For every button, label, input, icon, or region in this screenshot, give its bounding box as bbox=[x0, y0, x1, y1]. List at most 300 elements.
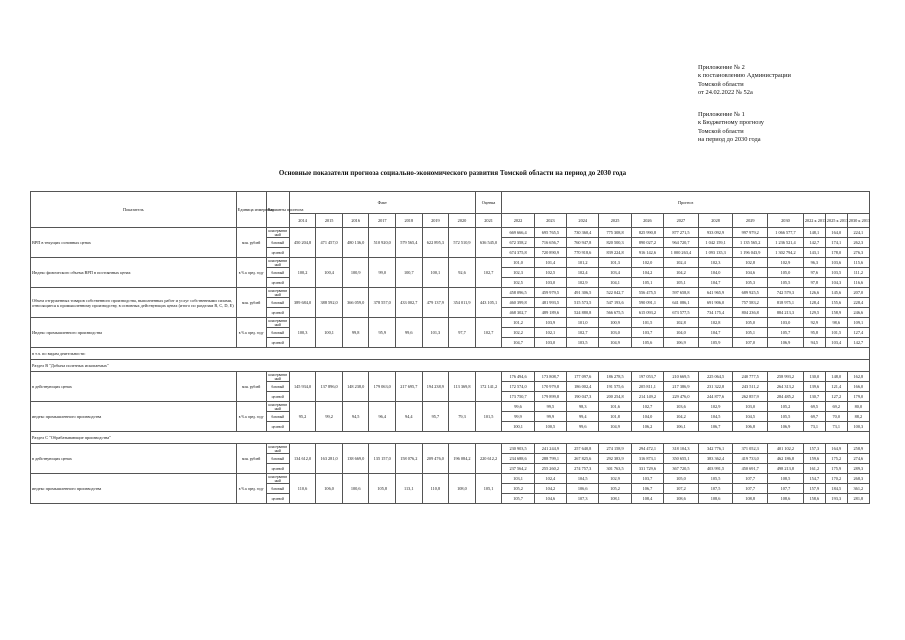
forecast-value-cell: 240 777,5 bbox=[733, 372, 768, 382]
fact-value-cell: 113 369,8 bbox=[449, 372, 476, 402]
forecast-value-cell: 102,4 bbox=[534, 474, 566, 484]
forecast-value-cell: 88,2 bbox=[847, 412, 869, 422]
variant-cell: целевой bbox=[266, 338, 289, 348]
forecast-value-cell: 102,0 bbox=[631, 258, 663, 268]
forecast-value-cell: 127,2 bbox=[825, 392, 847, 402]
variant-cell: базовый bbox=[266, 484, 289, 494]
forecast-value-cell: 100,3 bbox=[847, 422, 869, 432]
indicator-cell: Индекс физического объема ВРП в постоянных ценах bbox=[31, 258, 237, 288]
forecast-value-cell: 105,0 bbox=[664, 474, 699, 484]
forecast-value-cell: 103,6 bbox=[825, 258, 847, 268]
forecast-value-cell: 97,6 bbox=[803, 268, 825, 278]
forecast-value-cell: 102,7 bbox=[567, 328, 599, 338]
forecast-value-cell: 672 358,2 bbox=[502, 238, 534, 248]
forecast-value-cell: 106,6 bbox=[567, 484, 599, 494]
forecast-value-cell: 159,6 bbox=[803, 454, 825, 464]
variant-cell: базовый bbox=[266, 454, 289, 464]
variant-cell: целевой bbox=[266, 422, 289, 432]
year-header: 2023 bbox=[534, 214, 566, 228]
fact-value-cell: 95,9 bbox=[369, 318, 396, 348]
fact-value-cell: 354 011,9 bbox=[449, 288, 476, 318]
original-header bbox=[698, 111, 764, 144]
forecast-value-cell: 108,6 bbox=[698, 494, 733, 504]
forecast-value-cell: 105,2 bbox=[768, 402, 804, 412]
forecast-value-cell: 491 306,5 bbox=[567, 288, 599, 298]
original-header-line: к Бюджетному прогнозу bbox=[698, 119, 764, 127]
year-header: 2030 bbox=[768, 214, 804, 228]
variant-cell: базовый bbox=[266, 412, 289, 422]
forecast-value-cell: 145,6 bbox=[825, 288, 847, 298]
fact-value-cell: 99,0 bbox=[369, 258, 396, 288]
forecast-value-cell: 284 485,2 bbox=[768, 392, 804, 402]
forecast-value-cell: 839 224,8 bbox=[599, 248, 631, 258]
fact-value-cell: 100,1 bbox=[316, 318, 343, 348]
forecast-value-cell: 178,0 bbox=[825, 248, 847, 258]
attachment-header-line: от 24.02.2022 № 52а bbox=[698, 88, 753, 96]
variant-cell: консерватив ный bbox=[266, 444, 289, 454]
variant-cell: консерватив ный bbox=[266, 474, 289, 484]
forecast-value-cell: 73,1 bbox=[825, 422, 847, 432]
forecast-value-cell: 258 993,2 bbox=[768, 372, 804, 382]
forecast-value-cell: 174,1 bbox=[825, 238, 847, 248]
forecast-value-cell: 107,7 bbox=[733, 484, 768, 494]
forecast-value-cell: 107,7 bbox=[768, 484, 804, 494]
forecast-value-cell: 104,7 bbox=[698, 278, 733, 288]
forecast-value-cell: 288 799,1 bbox=[534, 454, 566, 464]
forecast-value-cell: 99,5 bbox=[534, 402, 566, 412]
forecast-value-cell: 154,7 bbox=[803, 474, 825, 484]
fact-value-cell: 95,7 bbox=[422, 402, 449, 432]
forecast-value-cell: 102,1 bbox=[534, 328, 566, 338]
forecast-value-cell: 106,9 bbox=[664, 338, 699, 348]
forecast-value-cell: 95,8 bbox=[803, 328, 825, 338]
forecast-value-cell: 104,3 bbox=[825, 278, 847, 288]
variant-cell: целевой bbox=[266, 464, 289, 474]
forecast-value-cell: 101,6 bbox=[599, 402, 631, 412]
forecast-value-cell: 524 880,8 bbox=[567, 308, 599, 318]
forecast-value-cell: 101,3 bbox=[599, 258, 631, 268]
fact-value-cell: 480 136,0 bbox=[342, 228, 369, 258]
forecast-value-cell: 102,8 bbox=[698, 318, 733, 328]
forecast-value-cell: 101,8 bbox=[599, 412, 631, 422]
fact-value-cell: 194 238,9 bbox=[422, 372, 449, 402]
fact-value-cell: 110,6 bbox=[289, 474, 316, 504]
forecast-value-cell: 186 278,5 bbox=[599, 372, 631, 382]
variant-cell: консерватив ный bbox=[266, 288, 289, 298]
forecast-value-cell: 597 658,8 bbox=[664, 288, 699, 298]
fact-value-cell: 100,9 bbox=[342, 258, 369, 288]
forecast-value-cell: 105,1 bbox=[631, 278, 663, 288]
forecast-value-cell: 566 675,5 bbox=[599, 308, 631, 318]
forecast-value-cell: 104,0 bbox=[664, 328, 699, 338]
forecast-value-cell: 103,5 bbox=[567, 338, 599, 348]
forecast-value-cell: 103,1 bbox=[502, 474, 534, 484]
variant-cell: целевой bbox=[266, 308, 289, 318]
forecast-value-cell: 105,7 bbox=[768, 328, 804, 338]
forecast-value-cell: 255 260,2 bbox=[534, 464, 566, 474]
forecast-value-cell: 716 656,7 bbox=[534, 238, 566, 248]
forecast-value-cell: 102,9 bbox=[698, 402, 733, 412]
forecast-value-cell: 170,2 bbox=[825, 474, 847, 484]
forecast-value-cell: 210 669,5 bbox=[664, 372, 699, 382]
fact-value-cell: 99,2 bbox=[316, 402, 343, 432]
forecast-value-cell: 101,4 bbox=[534, 258, 566, 268]
attachment-header bbox=[698, 64, 791, 97]
forecast-value-cell: 99,9 bbox=[502, 412, 534, 422]
forecast-value-cell: 103,9 bbox=[534, 318, 566, 328]
forecast-value-cell: 383 362,4 bbox=[698, 454, 733, 464]
forecast-value-cell: 109,1 bbox=[847, 318, 869, 328]
forecast-value-cell: 101,0 bbox=[502, 258, 534, 268]
forecast-value-cell: 207,0 bbox=[847, 288, 869, 298]
forecast-value-cell: 105,6 bbox=[631, 338, 663, 348]
forecast-value-cell: 121,4 bbox=[825, 382, 847, 392]
unit-cell: в % к пред. году bbox=[236, 318, 266, 348]
forecast-value-cell: 695 765,5 bbox=[534, 228, 566, 238]
table-row bbox=[31, 474, 870, 484]
forecast-value-cell: 1 000 263,4 bbox=[664, 248, 699, 258]
fact-value-cell: 100,4 bbox=[316, 258, 343, 288]
unit-cell: в % к пред. году bbox=[236, 402, 266, 432]
fact-value-cell: 94,5 bbox=[342, 402, 369, 432]
year-header: 2028 bbox=[698, 214, 733, 228]
forecast-value-cell: 489 189,6 bbox=[534, 308, 566, 318]
forecast-value-cell: 804 236,8 bbox=[733, 308, 768, 318]
fact-value-cell: 135 157,0 bbox=[369, 444, 396, 474]
fact-value-cell: 100,7 bbox=[396, 258, 423, 288]
forecast-value-cell: 997 979,2 bbox=[733, 228, 768, 238]
fact-value-cell: 113,1 bbox=[396, 474, 423, 504]
indicator-cell: индекс промышленного производства bbox=[31, 474, 237, 504]
group-fact: Факт bbox=[289, 192, 475, 214]
original-header-line: Томской области bbox=[698, 127, 744, 135]
year-header: 2025 bbox=[599, 214, 631, 228]
forecast-value-cell: 775 308,8 bbox=[599, 228, 631, 238]
forecast-value-cell: 170 979,8 bbox=[534, 382, 566, 392]
forecast-value-cell: 173 750,7 bbox=[502, 392, 534, 402]
fact-value-cell: 100,3 bbox=[289, 318, 316, 348]
variant-cell: целевой bbox=[266, 278, 289, 288]
fact-value-cell: 105,1 bbox=[475, 474, 502, 504]
forecast-value-cell: 1 196 043,9 bbox=[733, 248, 768, 258]
forecast-value-cell: 1 236 521,4 bbox=[768, 238, 804, 248]
fact-value-cell: 106,0 bbox=[316, 474, 343, 504]
fact-value-cell: 433 002,7 bbox=[396, 288, 423, 318]
forecast-value-cell: 105,7 bbox=[502, 494, 534, 504]
forecast-value-cell: 99,6 bbox=[502, 402, 534, 412]
forecast-value-cell: 102,7 bbox=[631, 402, 663, 412]
forecast-value-cell: 127,4 bbox=[847, 328, 869, 338]
forecast-value-cell: 99,6 bbox=[567, 422, 599, 432]
forecast-value-cell: 115,6 bbox=[847, 258, 869, 268]
indicator-cell: индекс промышленного производства bbox=[31, 402, 237, 432]
forecast-value-cell: 1 302 794,2 bbox=[768, 248, 804, 258]
fact-value-cell: 97,7 bbox=[449, 318, 476, 348]
section-title: Раздел B "Добыча полезных ископаемых" bbox=[31, 360, 870, 372]
forecast-value-cell: 111,2 bbox=[847, 268, 869, 278]
forecast-value-cell: 164,0 bbox=[825, 228, 847, 238]
variant-cell: базовый bbox=[266, 328, 289, 338]
fact-value-cell: 389 684,0 bbox=[289, 288, 316, 318]
fact-value-cell: 163 281,0 bbox=[316, 444, 343, 474]
forecast-value-cell: 107,2 bbox=[664, 484, 699, 494]
forecast-value-cell: 371 052,3 bbox=[733, 444, 768, 454]
unit-cell: в % к пред. году bbox=[236, 474, 266, 504]
forecast-value-cell: 104,2 bbox=[534, 484, 566, 494]
forecast-value-cell: 97,8 bbox=[803, 278, 825, 288]
forecast-value-cell: 103,4 bbox=[599, 268, 631, 278]
forecast-value-cell: 669 666,4 bbox=[502, 228, 534, 238]
forecast-value-cell: 108,5 bbox=[768, 474, 804, 484]
forecast-value-cell: 498 213,8 bbox=[768, 464, 804, 474]
forecast-value-cell: 205 811,1 bbox=[631, 382, 663, 392]
forecast-value-cell: 281,8 bbox=[847, 494, 869, 504]
forecast-value-cell: 730 360,4 bbox=[567, 228, 599, 238]
forecast-value-cell: 274 158,9 bbox=[599, 444, 631, 454]
forecast-value-cell: 143,1 bbox=[803, 248, 825, 258]
table-row bbox=[31, 228, 870, 238]
forecast-value-cell: 225 064,5 bbox=[698, 372, 733, 382]
year-header: 2022 bbox=[502, 214, 534, 228]
forecast-value-cell: 102,5 bbox=[534, 268, 566, 278]
forecast-value-cell: 105,3 bbox=[733, 278, 768, 288]
forecast-value-cell: 175,9 bbox=[825, 464, 847, 474]
forecast-value-cell: 158,6 bbox=[803, 494, 825, 504]
fact-value-cell: 622 895,3 bbox=[422, 228, 449, 258]
year-header: 2027 bbox=[664, 214, 699, 228]
fact-value-cell: 217 695,7 bbox=[396, 372, 423, 402]
forecast-value-cell: 104,1 bbox=[599, 278, 631, 288]
forecast-value-cell: 103,7 bbox=[631, 328, 663, 338]
section-row bbox=[31, 360, 870, 372]
forecast-value-cell: 825 990,8 bbox=[631, 228, 663, 238]
year-header: 2030 к 2013 bbox=[847, 214, 869, 228]
forecast-value-cell: 224,1 bbox=[847, 228, 869, 238]
forecast-value-cell: 69,2 bbox=[825, 402, 847, 412]
fact-value-cell: 220 612,2 bbox=[475, 444, 502, 474]
forecast-value-cell: 106,7 bbox=[631, 484, 663, 494]
forecast-value-cell: 641 086,1 bbox=[664, 298, 699, 308]
forecast-value-cell: 104,6 bbox=[733, 268, 768, 278]
forecast-value-cell: 103,0 bbox=[534, 278, 566, 288]
fact-value-cell: 172 141,2 bbox=[475, 372, 502, 402]
forecast-value-cell: 104,2 bbox=[631, 268, 663, 278]
forecast-value-cell: 689 925,5 bbox=[733, 288, 768, 298]
forecast-value-cell: 820 500,3 bbox=[599, 238, 631, 248]
forecast-value-cell: 262 857,9 bbox=[733, 392, 768, 402]
original-header-line: на период до 2030 года bbox=[698, 135, 761, 143]
table-row bbox=[31, 372, 870, 382]
forecast-value-cell: 264 313,2 bbox=[768, 382, 804, 392]
fact-value-cell: 366 059,0 bbox=[342, 288, 369, 318]
forecast-value-cell: 104,5 bbox=[567, 474, 599, 484]
forecast-value-cell: 73,1 bbox=[803, 422, 825, 432]
fact-value-cell: 100,1 bbox=[422, 258, 449, 288]
forecast-value-cell: 933 092,9 bbox=[698, 228, 733, 238]
forecast-value-cell: 108,6 bbox=[768, 494, 804, 504]
forecast-value-cell: 179,0 bbox=[847, 392, 869, 402]
year-header: 2016 bbox=[342, 214, 369, 228]
forecast-value-cell: 108,6 bbox=[664, 494, 699, 504]
forecast-value-cell: 916 142,6 bbox=[631, 248, 663, 258]
fact-value-cell: 102,7 bbox=[475, 258, 502, 288]
forecast-value-cell: 126,6 bbox=[803, 288, 825, 298]
original-header-line: Приложение № 1 bbox=[698, 111, 745, 118]
forecast-value-cell: 258,9 bbox=[847, 444, 869, 454]
forecast-value-cell: 450 691,7 bbox=[733, 464, 768, 474]
forecast-value-cell: 103,0 bbox=[599, 328, 631, 338]
forecast-value-cell: 102,8 bbox=[664, 318, 699, 328]
forecast-value-cell: 69,5 bbox=[803, 402, 825, 412]
variant-cell: целевой bbox=[266, 248, 289, 258]
forecast-value-cell: 267 825,6 bbox=[567, 454, 599, 464]
fact-value-cell: 471 457,0 bbox=[316, 228, 343, 258]
fact-value-cell: 510 920,0 bbox=[369, 228, 396, 258]
fact-value-cell: 99,8 bbox=[342, 318, 369, 348]
forecast-value-cell: 674 375,8 bbox=[502, 248, 534, 258]
fact-value-cell: 209 476,0 bbox=[422, 444, 449, 474]
forecast-value-cell: 139,6 bbox=[803, 382, 825, 392]
forecast-value-cell: 246,6 bbox=[847, 308, 869, 318]
forecast-value-cell: 105,0 bbox=[768, 268, 804, 278]
year-header: 2025 к 2013 bbox=[825, 214, 847, 228]
forecast-value-cell: 186 002,4 bbox=[567, 382, 599, 392]
indicator-cell: Индекс промышленного производства bbox=[31, 318, 237, 348]
forecast-value-cell: 244 877,6 bbox=[698, 392, 733, 402]
forecast-value-cell: 70,0 bbox=[825, 412, 847, 422]
forecast-value-cell: 98,3 bbox=[567, 402, 599, 412]
variant-cell: консерватив ный bbox=[266, 402, 289, 412]
forecast-value-cell: 102,4 bbox=[567, 268, 599, 278]
fact-value-cell: 100,2 bbox=[289, 258, 316, 288]
forecast-value-cell: 691 906,0 bbox=[698, 298, 733, 308]
forecast-value-cell: 103,5 bbox=[825, 268, 847, 278]
forecast-value-cell: 102,5 bbox=[502, 278, 534, 288]
table-row bbox=[31, 318, 870, 328]
forecast-value-cell: 105,2 bbox=[599, 484, 631, 494]
attachment-header-line: Томской области bbox=[698, 80, 744, 88]
unit-cell: млн. рублей bbox=[236, 372, 266, 402]
forecast-value-cell: 104,9 bbox=[599, 422, 631, 432]
fact-value-cell: 479 137,9 bbox=[422, 288, 449, 318]
forecast-value-cell: 105,5 bbox=[698, 474, 733, 484]
forecast-value-cell: 96,3 bbox=[803, 258, 825, 268]
forecast-value-cell: 292 383,9 bbox=[599, 454, 631, 464]
table-body bbox=[31, 228, 870, 504]
forecast-value-cell: 103,6 bbox=[664, 402, 699, 412]
fact-value-cell: 94,4 bbox=[396, 402, 423, 432]
forecast-value-cell: 116,6 bbox=[847, 278, 869, 288]
fact-value-cell: 450 204,8 bbox=[289, 228, 316, 258]
variant-cell: консерватив ный bbox=[266, 228, 289, 238]
table-row bbox=[31, 258, 870, 268]
fact-value-cell: 636 545,0 bbox=[475, 228, 502, 258]
fact-value-cell: 96,4 bbox=[369, 402, 396, 432]
fact-value-cell: 579 565,4 bbox=[396, 228, 423, 258]
forecast-value-cell: 176 494,6 bbox=[502, 372, 534, 382]
indicator-cell: ВРП в текущих основных ценах bbox=[31, 228, 237, 258]
year-header: 2021 bbox=[475, 214, 502, 228]
group-forecast: Прогноз bbox=[502, 192, 870, 214]
forecast-value-cell: 166,0 bbox=[847, 382, 869, 392]
forecast-value-cell: 102,9 bbox=[768, 258, 804, 268]
forecast-value-cell: 361,2 bbox=[847, 484, 869, 494]
forecast-value-cell: 102,9 bbox=[567, 278, 599, 288]
attachment-header-line: к постановлению Администрации bbox=[698, 72, 791, 80]
forecast-value-cell: 316 873,1 bbox=[631, 454, 663, 464]
unit-cell: в % к пред. году bbox=[236, 258, 266, 288]
forecast-value-cell: 367 720,5 bbox=[664, 464, 699, 474]
forecast-value-cell: 237 564,2 bbox=[502, 464, 534, 474]
year-header: 2029 bbox=[733, 214, 768, 228]
fact-value-cell: 99,6 bbox=[396, 318, 423, 348]
forecast-value-cell: 107,0 bbox=[733, 338, 768, 348]
forecast-value-cell: 673 577,5 bbox=[664, 308, 699, 318]
forecast-value-cell: 105,2 bbox=[502, 484, 534, 494]
fact-value-cell: 105,8 bbox=[369, 474, 396, 504]
forecast-value-cell: 401 102,2 bbox=[768, 444, 804, 454]
forecast-value-cell: 105,0 bbox=[733, 318, 768, 328]
forecast-value-cell: 342 776,1 bbox=[698, 444, 733, 454]
fact-value-cell: 145 934,0 bbox=[289, 372, 316, 402]
forecast-value-cell: 106,8 bbox=[733, 422, 768, 432]
forecast-value-cell: 129,5 bbox=[803, 308, 825, 318]
forecast-value-cell: 289,3 bbox=[847, 464, 869, 474]
col-variants: Варианты прогноза bbox=[266, 192, 289, 228]
forecast-value-cell: 172 574,0 bbox=[502, 382, 534, 392]
forecast-value-cell: 103,7 bbox=[631, 474, 663, 484]
fact-value-cell: 388 592,0 bbox=[316, 288, 343, 318]
variant-cell: целевой bbox=[266, 494, 289, 504]
forecast-value-cell: 157,9 bbox=[803, 484, 825, 494]
forecast-value-cell: 107,3 bbox=[567, 494, 599, 504]
forecast-value-cell: 92,9 bbox=[803, 318, 825, 328]
forecast-value-cell: 231 322,8 bbox=[698, 382, 733, 392]
forecast-value-cell: 99,4 bbox=[567, 412, 599, 422]
forecast-value-cell: 158,9 bbox=[825, 308, 847, 318]
forecast-value-cell: 108,1 bbox=[599, 494, 631, 504]
year-header: 2022 к 2013 bbox=[803, 214, 825, 228]
fact-value-cell: 443 105,1 bbox=[475, 288, 502, 318]
forecast-value-cell: 105,5 bbox=[768, 278, 804, 288]
document-title: Основные показатели прогноза социально-экономического развития Томской области на период до 2030 года bbox=[278, 169, 627, 177]
forecast-value-cell: 162,8 bbox=[847, 372, 869, 382]
forecast-value-cell: 890 027,2 bbox=[631, 238, 663, 248]
forecast-value-cell: 262,3 bbox=[847, 238, 869, 248]
year-header: 2014 bbox=[289, 214, 316, 228]
forecast-value-cell: 877 271,5 bbox=[664, 228, 699, 238]
forecast-value-cell: 106,7 bbox=[698, 422, 733, 432]
forecast-value-cell: 101,5 bbox=[825, 328, 847, 338]
forecast-value-cell: 105,1 bbox=[733, 328, 768, 338]
forecast-value-cell: 234 688,6 bbox=[502, 454, 534, 464]
fact-value-cell: 137 896,0 bbox=[316, 372, 343, 402]
variant-cell: целевой bbox=[266, 392, 289, 402]
forecast-value-cell: 101,5 bbox=[631, 318, 663, 328]
forecast-value-cell: 104,9 bbox=[599, 338, 631, 348]
forecast-value-cell: 130,7 bbox=[803, 392, 825, 402]
fact-value-cell: 92,6 bbox=[449, 258, 476, 288]
forecast-value-cell: 1 093 135,3 bbox=[698, 248, 733, 258]
forecast-value-cell: 184,5 bbox=[825, 484, 847, 494]
forecast-value-cell: 1 135 565,2 bbox=[733, 238, 768, 248]
year-header: 2020 bbox=[449, 214, 476, 228]
forecast-value-cell: 230 903,5 bbox=[502, 444, 534, 454]
forecast-value-cell: 179 899,8 bbox=[534, 392, 566, 402]
forecast-value-cell: 157,3 bbox=[803, 444, 825, 454]
forecast-value-cell: 108,4 bbox=[631, 494, 663, 504]
variant-cell: консерватив ный bbox=[266, 258, 289, 268]
